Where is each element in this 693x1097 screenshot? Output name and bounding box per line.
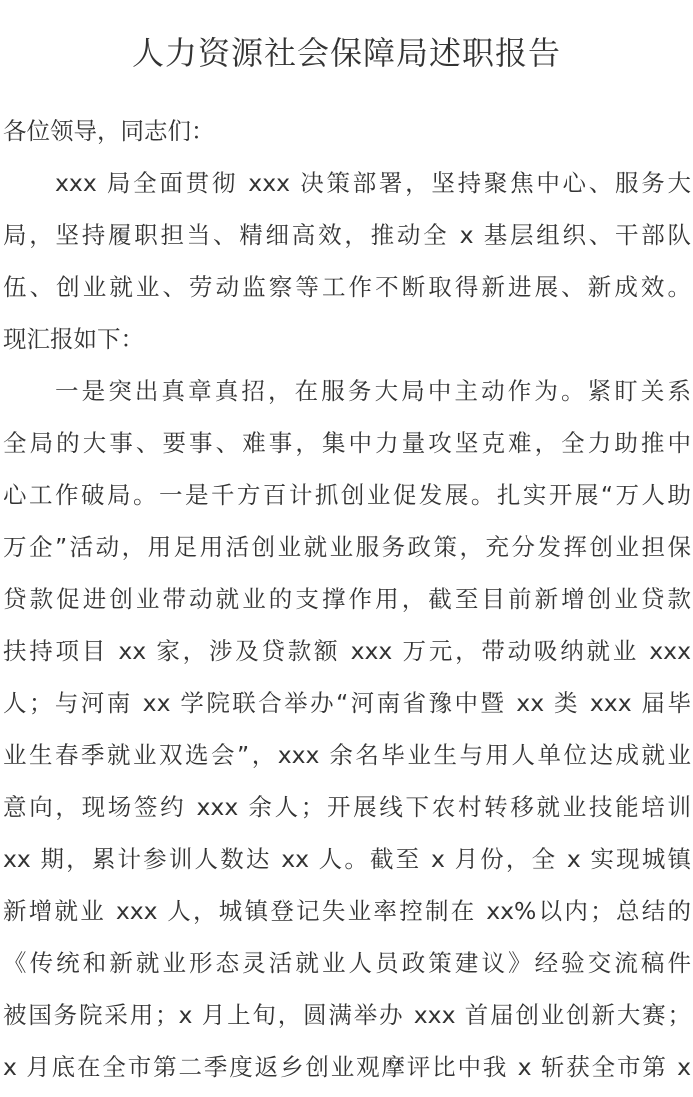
paragraph-line: 扶持项目 xx 家，涉及贷款额 xxx 万元，带动吸纳就业 xxx <box>3 637 691 665</box>
paragraph-line: 新增就业 xxx 人，城镇登记失业率控制在 xx%以内；总结的 <box>3 897 691 925</box>
paragraph-line: 一是突出真章真招，在服务大局中主动作为。紧盯关系 <box>55 377 691 405</box>
paragraph-line: 万企”活动，用足用活创业就业服务政策，充分发挥创业担保 <box>3 533 691 561</box>
document-body <box>3 105 691 1093</box>
paragraph-line: x 月底在全市第二季度返乡创业观摩评比中我 x 斩获全市第 x <box>3 1053 691 1081</box>
document-title: 人力资源社会保障局述职报告 <box>131 34 561 72</box>
paragraph-line: 现汇报如下： <box>3 325 144 353</box>
paragraph-line: 伍、创业就业、劳动监察等工作不断取得新进展、新成效。 <box>3 273 691 301</box>
paragraph-line: xxx 局全面贯彻 xxx 决策部署，坚持聚焦中心、服务大 <box>55 169 691 197</box>
paragraph-line: xx 期，累计参训人数达 xx 人。截至 x 月份，全 x 实现城镇 <box>3 845 691 873</box>
paragraph-line: 贷款促进创业带动就业的支撑作用，截至目前新增创业贷款 <box>3 585 691 613</box>
paragraph-line: 《传统和新就业形态灵活就业人员政策建议》经验交流稿件 <box>3 949 691 977</box>
paragraph-line: 局，坚持履职担当、精细高效，推动全 x 基层组织、干部队 <box>3 221 691 249</box>
paragraph-line: 人；与河南 xx 学院联合举办“河南省豫中暨 xx 类 xxx 届毕 <box>3 689 691 717</box>
paragraph-line: 全局的大事、要事、难事，集中力量攻坚克难，全力助推中 <box>3 429 691 457</box>
paragraph-line: 心工作破局。一是千方百计抓创业促发展。扎实开展“万人助 <box>3 481 691 509</box>
paragraph-line: 业生春季就业双选会”，xxx 余名毕业生与用人单位达成就业 <box>3 741 691 769</box>
salutation-line: 各位领导，同志们： <box>3 117 215 145</box>
paragraph-line: 被国务院采用；x 月上旬，圆满举办 xxx 首届创业创新大赛； <box>3 1001 691 1029</box>
paragraph-line: 意向，现场签约 xxx 余人；开展线下农村转移就业技能培训 <box>3 793 691 821</box>
